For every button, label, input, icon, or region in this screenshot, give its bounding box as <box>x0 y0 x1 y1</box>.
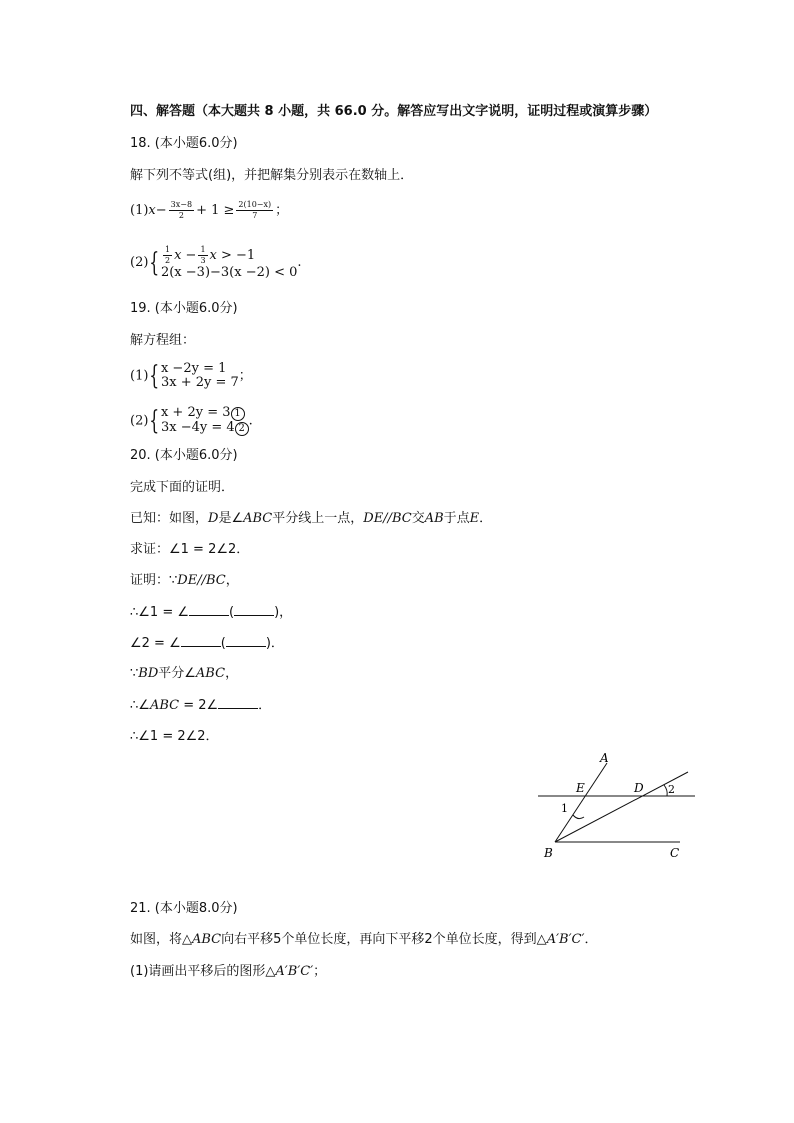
q18-prompt: 解下列不等式(组)，并把解集分别表示在数轴上． <box>130 168 414 183</box>
q20-header: 20. (本小题6.0分) <box>130 448 238 463</box>
brace-icon: { <box>149 406 160 436</box>
q20-figure <box>530 745 705 870</box>
q18-p2-tail: . <box>297 255 302 270</box>
q19-part2 <box>130 406 253 436</box>
q19-p1-tail: ； <box>238 368 252 384</box>
q20-step5: ∴∠1 = 2∠2． <box>130 729 219 744</box>
q20-prompt: 完成下面的证明． <box>130 480 235 495</box>
answer-blank[interactable] <box>181 634 221 647</box>
q19-header: 19. (本小题6.0分) <box>130 301 238 316</box>
brace-icon: { <box>149 361 160 391</box>
label-1: 1 <box>561 802 568 815</box>
q19-p2-tail: . <box>248 413 253 429</box>
label-2: 2 <box>668 783 675 796</box>
q20-prove: 求证：∠1 = 2∠2． <box>130 542 250 557</box>
q19-p2-line1: x + 2y = 3 <box>160 405 231 420</box>
label-D: D <box>634 781 644 795</box>
q21-header: 21. (本小题8.0分) <box>130 901 238 916</box>
q18-p2-label: (2) <box>130 255 149 270</box>
q20-step1: ∴∠1 = ∠ ( )， <box>130 605 293 620</box>
q19-p2-line2: 3x −4y = 4 <box>160 420 235 435</box>
q18-p1-mid: + 1 ≥ <box>196 203 235 218</box>
q20-step4: ∴∠ABC = 2∠ ． <box>130 698 272 713</box>
circled-1-icon: 1 <box>231 407 245 421</box>
label-E: E <box>576 781 585 795</box>
q18-p2-line2: 2(x −3)−3(x −2) < 0 <box>160 265 298 280</box>
q19-p2-label: (2) <box>130 413 149 429</box>
q19-p1-label: (1) <box>130 368 149 384</box>
q20-step2: ∠2 = ∠ ( )． <box>130 636 284 651</box>
q19-prompt: 解方程组： <box>130 333 196 348</box>
q20-step3: ∵BD平分∠ABC， <box>130 666 239 681</box>
q21-prompt: 如图，将△ABC向右平移5个单位长度，再向下平移2个单位长度，得到△A′B′C′． <box>130 932 598 947</box>
q20-given: 已知：如图，D是∠ABC平分线上一点，DE//BC交AB于点E． <box>130 511 493 526</box>
q18-p1-lhs: x <box>148 203 156 218</box>
circled-2-icon: 2 <box>235 422 249 436</box>
q18-p2-system: $\frac{1}{2}$ x − $\frac{1}{3}$ x > −1 2(x −3)−3(x −2) < 0 <box>160 245 298 280</box>
answer-blank[interactable] <box>218 696 258 709</box>
brace-icon: { <box>149 247 160 278</box>
label-A: A <box>600 751 609 765</box>
angle-1-arc <box>573 815 584 819</box>
reason-blank[interactable] <box>226 634 266 647</box>
label-B: B <box>544 846 553 860</box>
q20-proof-start: 证明：∵DE//BC， <box>130 573 239 588</box>
q21-part1: (1)请画出平移后的图形△A′B′C′； <box>130 964 327 979</box>
label-C: C <box>670 846 680 860</box>
q19-p1-line1: x −2y = 1 <box>160 361 227 376</box>
q18-part2 <box>130 245 302 280</box>
q18-part1: (1)x− $\frac{3x-8}{2}$ + 1 ≥ $\frac{2(10-x)}{7}$ ； <box>130 200 289 220</box>
section-title: 四、解答题（本大题共 8 小题，共 66.0 分。解答应写出文字说明，证明过程或演算步骤） <box>130 104 658 119</box>
q19-p1-line2: 3x + 2y = 7 <box>160 375 239 390</box>
q18-p1-frac2: $\frac{2(10-x)}{7}$ <box>238 200 272 220</box>
q18-p1-tail: ； <box>275 203 289 218</box>
q18-p1-label: (1) <box>130 203 149 218</box>
q18-p1-frac1: $\frac{3x-8}{2}$ <box>170 200 193 220</box>
reason-blank[interactable] <box>234 603 274 616</box>
angle-2-arc <box>664 785 667 796</box>
q18-header: 18. (本小题6.0分) <box>130 136 238 151</box>
q19-part1 <box>130 362 252 390</box>
answer-blank[interactable] <box>189 603 229 616</box>
